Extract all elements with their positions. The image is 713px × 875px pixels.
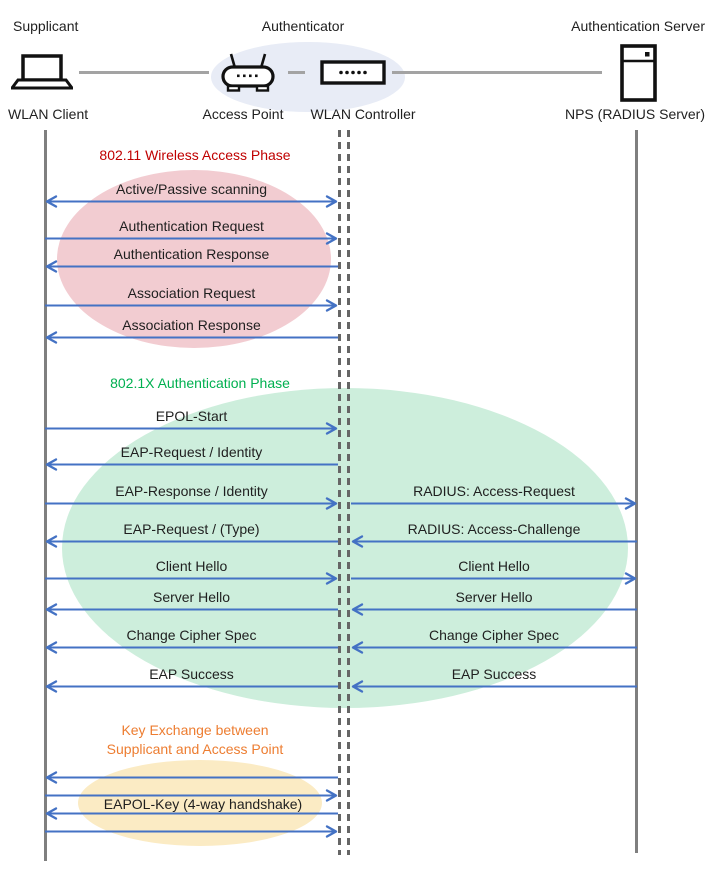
role-authentication-server: Authentication Server: [571, 18, 705, 34]
message-label: Association Request: [127, 285, 256, 301]
message-label: Client Hello: [458, 558, 530, 574]
message-label: RADIUS: Access-Request: [413, 483, 575, 499]
message-label: EPOL-Start: [155, 408, 228, 424]
connector-ap-controller: [288, 71, 305, 74]
message-label: Server Hello: [152, 589, 231, 605]
connector-client-ap: [79, 71, 209, 74]
message-label: Change Cipher Spec: [126, 627, 257, 643]
message-label: Active/Passive scanning: [116, 181, 267, 197]
phase-title-key-exchange: [45, 721, 345, 759]
node-label-access-point: Access Point: [202, 106, 284, 122]
message-label: Server Hello: [455, 589, 533, 605]
message-label: EAP Success: [451, 666, 537, 682]
connector-controller-server: [392, 71, 602, 74]
message-label: EAP-Response / Identity: [115, 483, 268, 499]
message-label: Authentication Response: [113, 246, 270, 262]
phase-title-authentication: 802.1X Authentication Phase: [110, 375, 290, 391]
server-tower-icon: [620, 44, 657, 102]
message-label: Client Hello: [155, 558, 228, 574]
eapol-key-label: EAPOL-Key (4-way handshake): [103, 796, 303, 812]
message-label: Change Cipher Spec: [429, 627, 559, 643]
phase-ellipse-authentication: [62, 388, 628, 708]
laptop-icon: [11, 54, 73, 92]
role-authenticator: Authenticator: [261, 18, 345, 34]
phase-title-key-exchange-line1: Key Exchange between: [121, 722, 269, 738]
role-supplicant: Supplicant: [13, 18, 79, 34]
node-label-wlan-client: WLAN Client: [8, 106, 89, 122]
lifeline-wlan-controller-dashed-right: [347, 130, 350, 855]
phase-title-wireless-access: 802.11 Wireless Access Phase: [99, 147, 291, 163]
message-label: EAP-Request / (Type): [123, 521, 260, 537]
message-label: RADIUS: Access-Challenge: [407, 521, 581, 537]
message-label: Authentication Request: [119, 218, 264, 234]
node-label-wlan-controller: WLAN Controller: [310, 106, 416, 122]
phase-title-key-exchange-line2: Supplicant and Access Point: [106, 741, 284, 757]
controller-box-icon: [320, 60, 386, 85]
node-label-nps-radius-server: NPS (RADIUS Server): [564, 106, 706, 122]
message-label: Association Response: [122, 317, 261, 333]
message-label: EAP Success: [149, 666, 234, 682]
wireless-router-icon: [220, 53, 276, 94]
message-label: EAP-Request / Identity: [120, 444, 263, 460]
message-arrow: [45, 825, 338, 838]
message-arrow: [45, 771, 338, 784]
